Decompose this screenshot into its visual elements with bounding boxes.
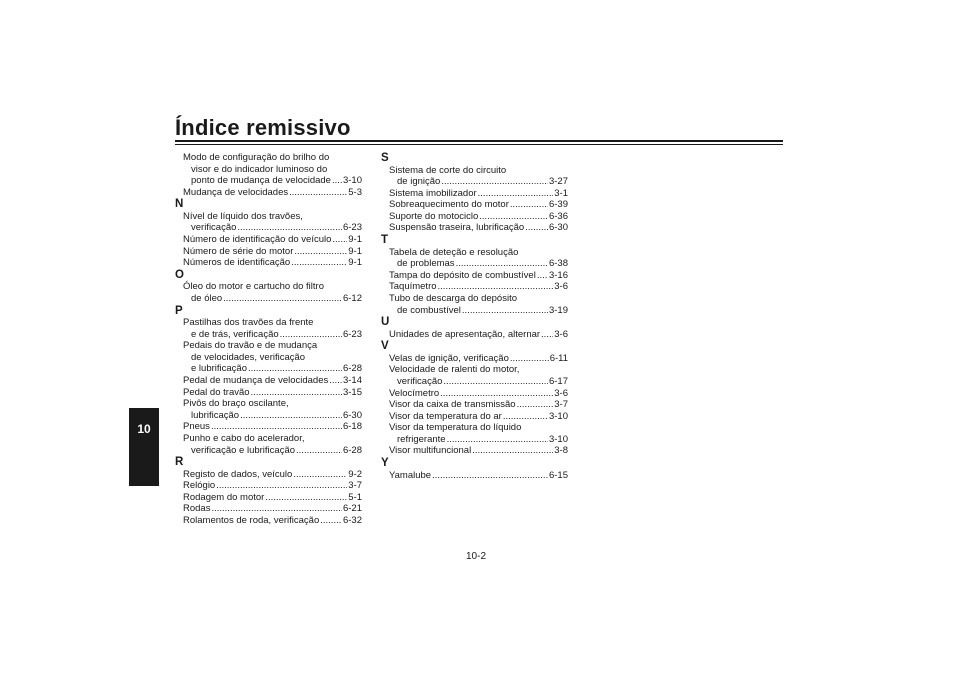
index-page-ref: 6-12 <box>342 292 362 304</box>
index-entry-line <box>183 515 362 527</box>
index-entry-line <box>183 340 362 352</box>
index-entry <box>175 503 362 515</box>
index-entry-line <box>389 445 568 457</box>
index-entry-line <box>183 329 362 341</box>
index-letter-heading: S <box>381 152 389 164</box>
dot-leader <box>332 175 342 187</box>
index-entry <box>175 469 362 481</box>
index-entry-line <box>183 222 362 234</box>
index-page-ref: 9-1 <box>348 245 362 257</box>
index-entry-line <box>389 281 568 293</box>
index-page-ref: 3-6 <box>554 328 568 340</box>
index-page-ref: 3-6 <box>554 281 568 293</box>
index-entry-line <box>183 293 362 305</box>
index-entry <box>381 165 568 188</box>
index-letter-heading: R <box>175 456 184 469</box>
index-page-ref: 9-1 <box>348 234 362 246</box>
index-entry <box>175 421 362 433</box>
index-letter-heading: O <box>175 268 184 281</box>
header-rule <box>175 140 783 142</box>
index-entry <box>381 364 568 387</box>
index-entry <box>381 445 568 457</box>
dot-leader <box>237 222 342 234</box>
index-entry-text: e de trás, verificação <box>191 328 279 340</box>
index-entry-line <box>389 376 568 388</box>
index-entry-text: Velocímetro <box>389 387 440 399</box>
index-entry <box>175 281 362 304</box>
chapter-tab-label: 10 <box>137 422 151 436</box>
index-entry <box>381 199 568 211</box>
index-page-ref: 6-30 <box>548 222 568 234</box>
index-entry-line <box>183 257 362 269</box>
index-entry <box>175 515 362 527</box>
index-letter-heading: V <box>381 340 389 353</box>
index-entry-text: Visor da caixa de transmissão <box>389 399 516 411</box>
index-entry-text: Suporte do motociclo <box>389 210 479 222</box>
dot-leader <box>329 375 342 387</box>
index-entry <box>381 222 568 234</box>
page-title: Índice remissivo <box>175 115 351 140</box>
dot-leader <box>503 411 548 423</box>
index-entry <box>175 492 362 504</box>
index-entry-line <box>389 305 568 317</box>
index-page-ref: 6-11 <box>549 352 568 364</box>
index-entry-text: Pedais do travão e de mudança <box>183 340 318 352</box>
dot-leader <box>472 445 553 457</box>
index-entry-text: Velas de ignição, verificação <box>389 352 509 364</box>
index-entry-text: Visor da temperatura do ar <box>389 410 502 422</box>
index-page-ref: 6-23 <box>342 222 362 234</box>
header-rule-thin <box>175 144 783 145</box>
index-entry-text: Rodas <box>183 503 211 515</box>
index-entry <box>381 353 568 365</box>
index-entry-line <box>183 480 362 492</box>
dot-leader <box>211 503 342 515</box>
index-entry-text: refrigerante <box>397 433 446 445</box>
index-letter-heading: N <box>175 198 184 211</box>
index-entry-line <box>183 152 362 164</box>
index-entry-text: de óleo <box>191 292 223 304</box>
dot-leader <box>537 270 548 282</box>
dot-leader <box>291 257 347 269</box>
index-entry-line <box>389 388 568 400</box>
dot-leader <box>332 234 347 246</box>
index-entry-text: Pedal do travão <box>183 386 250 398</box>
dot-leader <box>462 305 548 317</box>
dot-leader <box>525 222 548 234</box>
index-entry-text: Números de identificação <box>183 257 291 269</box>
index-entry-text: de problemas <box>397 258 455 270</box>
index-entry-text: de velocidades, verificação <box>191 351 306 363</box>
index-entry <box>381 188 568 200</box>
dot-leader <box>478 188 554 200</box>
dot-leader <box>296 445 342 457</box>
index-entry-line <box>183 469 362 481</box>
index-entry-line <box>183 503 362 515</box>
dot-leader <box>294 246 347 258</box>
index-entry <box>175 187 362 199</box>
dot-leader <box>479 211 548 223</box>
index-entry-line <box>389 270 568 282</box>
index-entry-text: Visor da temperatura do líquido <box>389 422 522 434</box>
index-entry-line <box>389 176 568 188</box>
dot-leader <box>223 293 342 305</box>
index-entry-line <box>389 211 568 223</box>
dot-leader <box>289 187 347 199</box>
index-entry-text: Sistema de corte do circuito <box>389 164 507 176</box>
dot-leader <box>265 492 347 504</box>
index-page-ref: 6-15 <box>548 469 568 481</box>
index-page-ref: 3-7 <box>554 399 568 411</box>
index-page-ref: 9-1 <box>348 257 362 269</box>
index-entry-text: verificação <box>397 375 443 387</box>
index-page-ref: 3-1 <box>554 187 568 199</box>
index-entry <box>381 270 568 282</box>
dot-leader <box>541 329 553 341</box>
index-entry <box>381 399 568 411</box>
index-column-left <box>175 152 362 527</box>
index-entry-line <box>183 352 362 364</box>
index-entry-text: Rolamentos de roda, verificação <box>183 515 320 527</box>
index-page-ref: 3-10 <box>342 175 362 187</box>
index-entry-text: Pastilhas dos travões da frente <box>183 317 314 329</box>
index-entry-line <box>183 281 362 293</box>
dot-leader <box>240 410 342 422</box>
index-entry-text: Tampa do depósito de combustível <box>389 269 536 281</box>
index-entry-line <box>389 258 568 270</box>
index-entry-line <box>183 410 362 422</box>
index-entry-line <box>183 187 362 199</box>
index-page-ref: 6-28 <box>342 444 362 456</box>
index-entry-line <box>183 246 362 258</box>
dot-leader <box>517 399 554 411</box>
index-entry-line <box>389 188 568 200</box>
dot-leader <box>293 469 347 481</box>
index-letter-heading: T <box>381 234 389 247</box>
dot-leader <box>440 388 553 400</box>
index-entry <box>175 234 362 246</box>
index-entry-text: Tabela de deteção e resolução <box>389 246 519 258</box>
index-entry-line <box>183 175 362 187</box>
dot-leader <box>248 363 342 375</box>
index-entry-text: Mudança de velocidades <box>183 186 289 198</box>
index-entry <box>381 329 568 341</box>
index-page-ref: 3-19 <box>548 304 568 316</box>
index-entry-text: Nível de líquido dos travões, <box>183 210 303 222</box>
index-entry-text: Sistema imobilizador <box>389 187 477 199</box>
dot-leader <box>320 515 342 527</box>
index-page-ref: 3-16 <box>548 269 568 281</box>
index-entry-line <box>389 165 568 177</box>
index-page-ref: 3-10 <box>548 433 568 445</box>
index-page-ref: 6-39 <box>548 199 568 211</box>
index-entry-line <box>389 353 568 365</box>
index-entry-line <box>183 164 362 176</box>
index-page-ref: 6-36 <box>548 210 568 222</box>
index-entry <box>175 317 362 340</box>
index-entry-line <box>183 445 362 457</box>
dot-leader <box>443 376 548 388</box>
dot-leader <box>211 421 342 433</box>
index-page-ref: 3-10 <box>548 410 568 422</box>
index-page-ref: 3-15 <box>342 386 362 398</box>
index-page-ref: 3-27 <box>548 176 568 188</box>
dot-leader <box>441 176 548 188</box>
index-entry-text: Pedal de mudança de velocidades <box>183 375 329 386</box>
index-entry-text: visor e do indicador luminoso do <box>191 163 328 175</box>
page-number: 10-2 <box>466 551 487 562</box>
index-entry-text: Taquímetro <box>389 281 437 293</box>
index-entry-text: Visor multifuncional <box>389 445 472 457</box>
index-entry <box>175 375 362 387</box>
dot-leader <box>216 480 347 492</box>
index-page-ref: 5-1 <box>348 491 362 503</box>
index-entry-line <box>389 222 568 234</box>
index-page-ref: 3-6 <box>554 387 568 399</box>
index-letter-heading: P <box>175 304 183 317</box>
index-entry-line <box>183 375 362 387</box>
index-entry-text: verificação e lubrificação <box>191 444 296 456</box>
index-page-ref: 6-18 <box>342 421 362 433</box>
index-entry-line <box>389 247 568 259</box>
index-entry <box>175 387 362 399</box>
index-page-ref: 6-28 <box>342 363 362 375</box>
index-entry-text: Tubo de descarga do depósito <box>389 292 517 304</box>
index-entry <box>175 480 362 492</box>
index-entry <box>175 398 362 421</box>
index-entry-text: Velocidade de ralenti do motor, <box>389 364 520 376</box>
index-entry-line <box>183 492 362 504</box>
index-entry-line <box>389 399 568 411</box>
dot-leader <box>251 387 342 399</box>
dot-leader <box>456 258 548 270</box>
dot-leader <box>280 329 342 341</box>
index-entry-line <box>389 411 568 423</box>
index-entry-text: lubrificação <box>191 409 240 421</box>
index-entry <box>381 281 568 293</box>
index-entry <box>381 211 568 223</box>
index-entry-text: Registo de dados, veículo <box>183 468 293 480</box>
index-entry-text: Pivôs do braço oscilante, <box>183 398 289 410</box>
index-entry <box>175 211 362 234</box>
index-entry <box>175 246 362 258</box>
index-entry <box>175 152 362 187</box>
index-entry-text: e lubrificação <box>191 363 247 375</box>
index-entry-text: Suspensão traseira, lubrificação <box>389 222 525 234</box>
index-entry-line <box>183 387 362 399</box>
index-entry-line <box>389 329 568 341</box>
index-page-ref: 6-21 <box>342 503 362 515</box>
dot-leader <box>432 470 548 482</box>
dot-leader <box>438 281 554 293</box>
dot-leader <box>510 353 549 365</box>
index-entry-text: Pneus <box>183 421 210 433</box>
index-entry <box>175 433 362 456</box>
index-entry-line <box>183 398 362 410</box>
index-entry-line <box>389 199 568 211</box>
index-entry-line <box>183 433 362 445</box>
index-page-ref: 6-38 <box>548 258 568 270</box>
index-entry <box>381 247 568 270</box>
index-entry-text: Unidades de apresentação, alternar <box>389 328 541 340</box>
index-entry-line <box>389 293 568 305</box>
index-entry-line <box>183 234 362 246</box>
index-page-ref: 3-7 <box>348 480 362 492</box>
index-entry-line <box>183 211 362 223</box>
index-entry-text: ponto de mudança de velocidade <box>191 175 331 187</box>
index-page-ref: 3-14 <box>342 375 362 386</box>
index-page-ref: 5-3 <box>348 186 362 198</box>
index-column-right <box>381 152 568 481</box>
index-entry <box>381 388 568 400</box>
index-page-ref: 6-30 <box>342 409 362 421</box>
chapter-tab <box>129 408 159 486</box>
index-entry-line <box>389 422 568 434</box>
index-entry <box>381 411 568 423</box>
index-entry-text: Relógio <box>183 480 216 492</box>
index-entry-text: Rodagem do motor <box>183 491 265 503</box>
index-page-ref: 6-17 <box>548 375 568 387</box>
dot-leader <box>447 434 548 446</box>
dot-leader <box>510 199 548 211</box>
index-entry-line <box>183 363 362 375</box>
index-entry-line <box>389 470 568 482</box>
index-entry-text: Yamalube <box>389 469 432 481</box>
index-page-ref: 6-32 <box>342 515 362 527</box>
index-letter-heading: Y <box>381 457 389 470</box>
index-entry <box>175 257 362 269</box>
index-letter-heading: U <box>381 316 390 329</box>
index-page-ref: 6-23 <box>342 328 362 340</box>
index-entry-line <box>183 317 362 329</box>
index-entry-text: Sobreaquecimento do motor <box>389 199 509 211</box>
index-entry-text: Número de identificação do veículo <box>183 234 332 246</box>
index-page-ref: 9-2 <box>348 468 362 480</box>
index-entry-text: de ignição <box>397 176 441 188</box>
index-page-ref: 3-8 <box>554 445 568 457</box>
index-entry-text: verificação <box>191 222 237 234</box>
index-entry <box>381 293 568 316</box>
index-entry-line <box>389 434 568 446</box>
index-entry-text: Óleo do motor e cartucho do filtro <box>183 281 324 293</box>
index-entry <box>175 340 362 375</box>
index-entry-text: Número de série do motor <box>183 245 294 257</box>
index-entry-line <box>183 421 362 433</box>
index-entry-text: de combustível <box>397 304 461 316</box>
index-entry-text: Modo de configuração do brilho do <box>183 152 330 163</box>
index-entry-line <box>389 364 568 376</box>
index-entry <box>381 470 568 482</box>
index-entry-text: Punho e cabo do acelerador, <box>183 432 305 444</box>
index-entry <box>381 422 568 445</box>
